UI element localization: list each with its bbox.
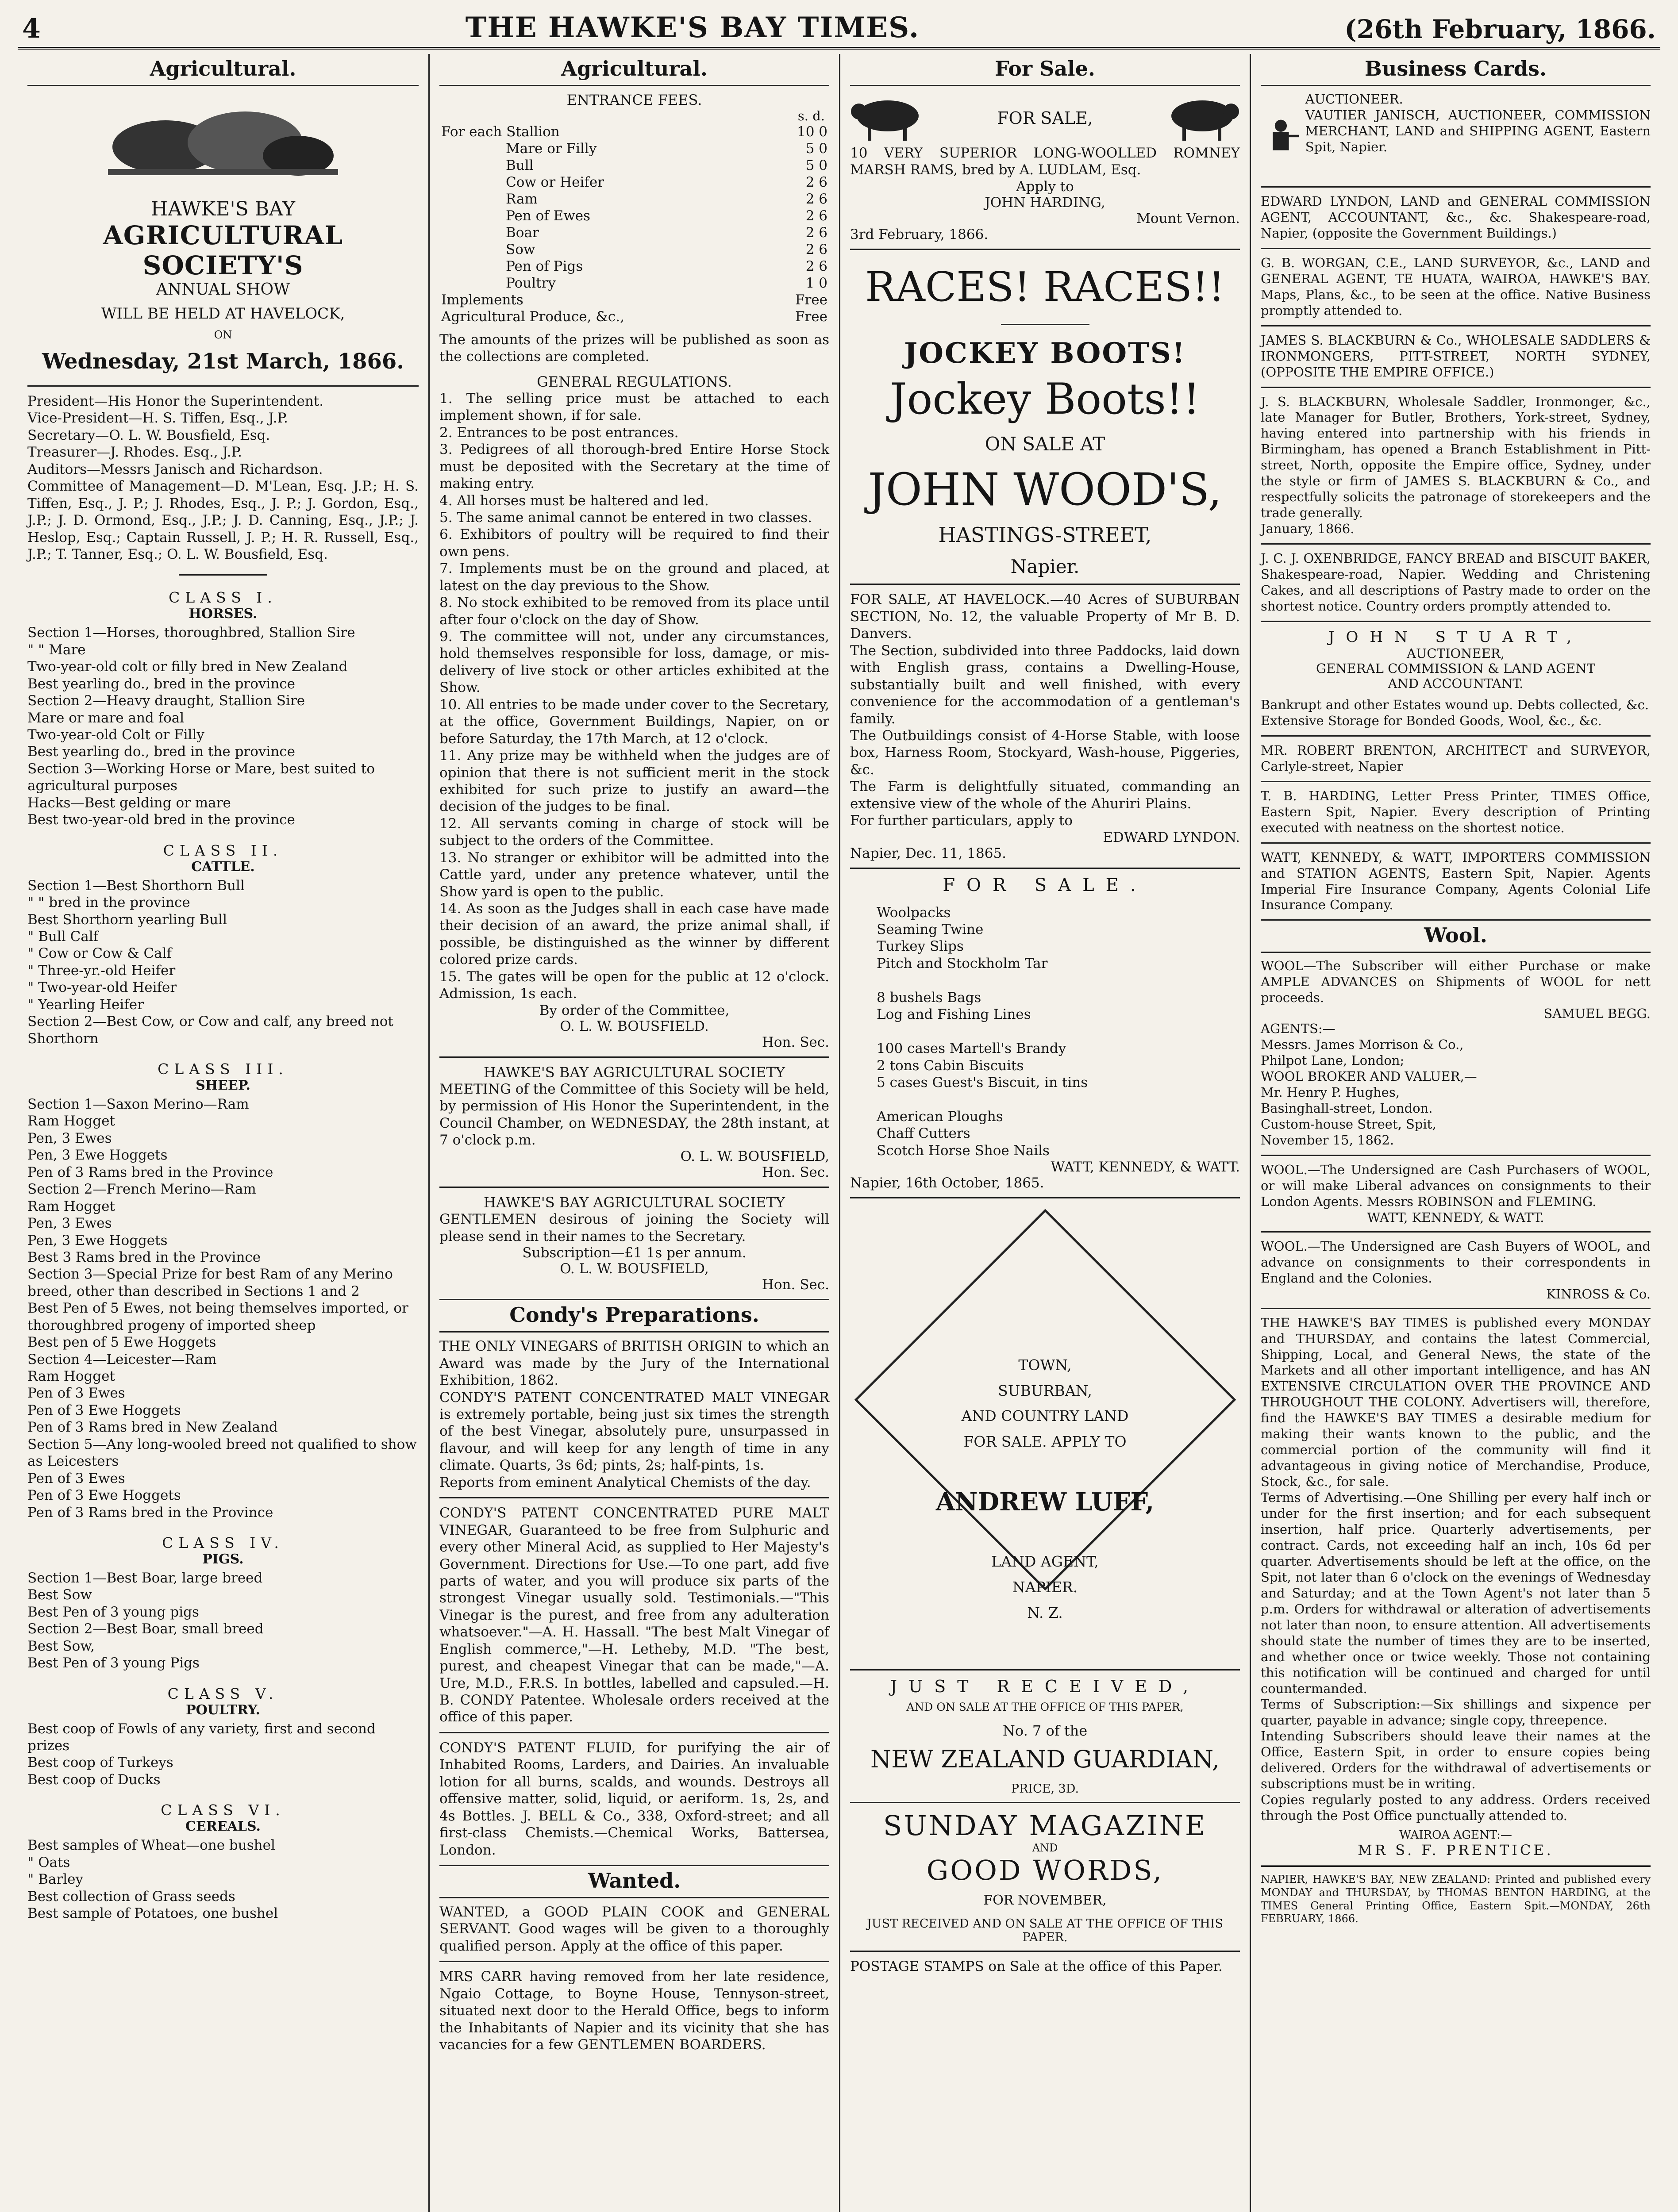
membership-title: HAWKE'S BAY AGRICULTURAL SOCIETY <box>484 1194 785 1211</box>
fees-title: ENTRANCE FEES. <box>566 92 702 108</box>
nz-guardian: NEW ZEALAND GUARDIAN, <box>870 1745 1220 1774</box>
for-sale-heading: FOR SALE. <box>943 875 1147 895</box>
number-seven: No. 7 of the <box>1002 1722 1088 1740</box>
class-3-title: CLASS III. <box>158 1060 289 1078</box>
fee-item: Bull <box>506 157 534 173</box>
columns <box>18 54 1660 2212</box>
class-6-body: Best samples of Wheat—one bushel " Oats " Barley Best collection of Grass seeds Best sample of Potatoes, one bushel <box>27 1837 278 1922</box>
class-1-subtitle: HORSES. <box>189 606 258 622</box>
society-name-2: AGRICULTURAL SOCIETY'S <box>103 220 343 280</box>
john-wood: JOHN WOOD'S, <box>868 464 1222 516</box>
fee-row <box>439 191 829 207</box>
society-name-1: HAWKE'S BAY <box>150 198 296 220</box>
divider <box>1261 325 1651 326</box>
fee-item: Poultry <box>506 275 556 291</box>
fee-item: Cow or Heifer <box>506 174 604 190</box>
hastings-street: HASTINGS-STREET, <box>938 523 1152 547</box>
divider <box>1261 1231 1651 1233</box>
wool-watt-sign: WATT, KENNEDY, & WATT. <box>1367 1210 1544 1225</box>
divider <box>850 249 1240 250</box>
divider <box>1261 186 1651 188</box>
divider <box>1261 387 1651 388</box>
fee-row <box>439 123 829 140</box>
fee-value: 2 6 <box>805 242 827 257</box>
fee-value: 1 0 <box>805 275 827 291</box>
times-terms: THE HAWKE'S BAY TIMES is published every MONDAY and THURSDAY, and contains the latest Commercial, Shipping, Local, and General News, the state of the Markets and all other important intelligence, and has AN EXTENSIVE CIRCULATION OVER THE PROVINCE AND THROUGHOUT THE COLONY. Advertisers will, therefore, find the HAWKE'S BAY TIMES a desirable medium for making their wants known to the public, and the commercial portion of the community will find it advantageous in giving notice of Merchandise, Produce, Stock, &c., for sale. Terms of Advertising.—One Shilling per every half inch or under for the first insertion; and for each subsequent insertion, half price. Quarterly advertisements, per contract. Cards, not exceeding half an inch, 10s 6d per quarter. Advertisements should be left at the office, on the Spit, not later than 6 o'clock on the evenings of Wednesday and Saturday; and at the Town Agent's not later than 5 p.m. Orders for withdrawal or alteration of advertisements not later than noon, to ensure attention. All advertisements should state the number of times they are to be inserted, and whether once or twice weekly. Those not containing this notification will be continued and charged for until countermanded. Terms of Subscription:—Six shillings and sixpence per quarter, payable in advance; single copy, threepence. Intending Subscribers should leave their names at the Office, Eastern Spit, in order to ensure copies being delivered. Orders for the withdrawal of advertisements or subscriptions must be in writing. Copies regularly posted to any address. Orders received through the Post Office punctually attended to. <box>1261 1315 1651 1824</box>
fee-value: 5 0 <box>805 157 827 173</box>
wool-kinross-sign: KINROSS & Co. <box>1546 1286 1651 1302</box>
fee-value: 5 0 <box>805 141 827 157</box>
and-label: AND <box>1032 1842 1058 1855</box>
regulations-sign-1: By order of the Committee, <box>539 1002 730 1018</box>
jockey-heading-1: JOCKEY BOOTS! <box>904 336 1186 370</box>
fees-table <box>439 123 829 325</box>
page-number: 4 <box>22 13 41 44</box>
class-3-body: Section 1—Saxon Merino—Ram Ram Hogget Pen, 3 Ewes Pen, 3 Ewe Hoggets Pen of 3 Rams bred in the Province Section 2—French Merino—Ram Ram Hogget Pen, 3 Ewes Pen, 3 Ewe Hoggets Best 3 Rams bred in the Province Section 3—Special Prize for best Ram of any Merino breed, other than described in Sections 1 and 2 Best Pen of 5 Ewes, not being themselves imported, or thoroughbred progeny of imported sheep Best pen of 5 Ewe Hoggets Section 4—Leicester—Ram Ram Hogget Pen of 3 Ewes Pen of 3 Ewe Hoggets Pen of 3 Rams bred in New Zealand Section 5—Any long-wooled breed not qualified to show as Leicesters Pen of 3 Ewes Pen of 3 Ewe Hoggets Pen of 3 Rams bred in the Province <box>27 1096 417 1521</box>
fee-item: Pen of Pigs <box>506 258 583 274</box>
column-for-sale <box>839 54 1250 2212</box>
divider <box>439 1056 829 1058</box>
condy-header: Condy's Preparations. <box>439 1299 829 1333</box>
divider <box>1261 842 1651 844</box>
column-header: Agricultural. <box>27 54 419 86</box>
harding-card: T. B. HARDING, Letter Press Printer, TIMES Office, Eastern Spit, Napier. Every description of Printing executed with neatness on the shortest notice. <box>1261 788 1651 835</box>
class-6-subtitle: CEREALS. <box>185 1819 261 1835</box>
just-received: JUST RECEIVED, <box>890 1677 1200 1697</box>
wool-kinross-ad: WOOL.—The Undersigned are Cash Buyers of WOOL, and advance on consignments to their correspondents in England and the Colonies. <box>1261 1238 1651 1286</box>
fee-value: 2 6 <box>805 258 827 274</box>
class-4-body: Section 1—Best Boar, large breed Best Sow Best Pen of 3 young pigs Section 2—Best Boar, small breed Best Sow, Best Pen of 3 young Pigs <box>27 1570 264 1671</box>
fee-item: Implements <box>441 292 523 308</box>
rams-heading-row <box>850 92 1240 145</box>
rams-date: 3rd February, 1866. <box>850 226 989 242</box>
fee-row <box>439 275 829 292</box>
ram-icon <box>850 94 925 142</box>
auctioneer-figure-icon <box>1261 92 1301 180</box>
fee-item: For each Stallion <box>441 124 560 140</box>
luff-post: LAND AGENT, NAPIER. N. Z. <box>991 1553 1099 1621</box>
fee-row <box>439 174 829 191</box>
havelock-sale-ad: FOR SALE, AT HAVELOCK.—40 Acres of SUBURBAN SECTION, No. 12, the valuable Property of Mr B. D. Danvers. The Section, subdivided into three Paddocks, laid down with English grass, contains a Dwelling-House, substantially built and well finished, with every convenience for the accommodation of a gentleman's family. The Outbuildings consist of 4-Horse Stable, with loose box, Harness Room, Stockyard, Wash-house, Piggeries, &c. The Farm is delightfully situated, commanding an extensive view of the whole of the Ahuriri Plains. For further particulars, apply to <box>850 591 1240 829</box>
napier: Napier. <box>1010 556 1080 578</box>
fee-value: 10 0 <box>797 124 827 140</box>
class-2-subtitle: CATTLE. <box>191 859 255 875</box>
divider <box>850 1802 1240 1803</box>
class-5-title: CLASS V. <box>167 1685 279 1702</box>
luff-name: ANDREW LUFF, <box>935 1487 1155 1517</box>
divider <box>1001 324 1089 325</box>
just-received-sub: AND ON SALE AT THE OFFICE OF THIS PAPER, <box>906 1701 1184 1714</box>
fee-value: Free <box>795 309 827 325</box>
havelock-date: Napier, Dec. 11, 1865. <box>850 845 1007 861</box>
show-date: Wednesday, 21st March, 1866. <box>42 349 404 374</box>
stuart-name: JOHN STUART, <box>1328 628 1583 646</box>
guardian-price: PRICE, 3D. <box>1011 1782 1079 1796</box>
wool-begg-ad: WOOL—The Subscriber will either Purchase or make AMPLE ADVANCES on Shipments of WOOL for nett proceeds. <box>1261 958 1651 1006</box>
fee-row <box>439 241 829 258</box>
fee-value: 2 6 <box>805 191 827 207</box>
luff-pre: TOWN, SUBURBAN, AND COUNTRY LAND FOR SALE. APPLY TO <box>961 1356 1129 1451</box>
fee-item: Ram <box>506 191 538 207</box>
fee-item: Mare or Filly <box>506 141 597 157</box>
on-label: ON <box>214 329 232 341</box>
boarders-ad: MRS CARR having removed from her late residence, Ngaio Cottage, to Boyne House, Tennyson-street, situated next door to the Herald Office, begs to inform the Inhabitants of Napier and its vicinity that she has vacancies for a few GENTLEMEN BOARDERS. <box>439 1969 829 2053</box>
on-sale-at: ON SALE AT <box>985 433 1105 455</box>
fees-note: The amounts of the prizes will be published as soon as the collections are completed. <box>439 332 829 365</box>
blackburn-notice: J. S. BLACKBURN, Wholesale Saddler, Ironmonger, &c., late Manager for Butler, Brothers, York-street, Sydney, having entered into partnership with his friends in Birmingham, has opened a Branch Establishment in Pitt-street, North, opposite the Empire office, Sydney, under the style or firm of JAMES S. BLACKBURN & Co., and respectfully solicits the patronage of storekeepers and the trade generally. January, 1866. <box>1261 394 1651 537</box>
wool-begg-sign: SAMUEL BEGG. <box>1543 1006 1651 1022</box>
havelock-sign: EDWARD LYNDON. <box>1103 829 1240 845</box>
regulations-sign-2: O. L. W. BOUSFIELD. <box>560 1018 709 1034</box>
sale-heading: FOR SALE, <box>997 108 1093 128</box>
class-5-subtitle: POULTRY. <box>186 1702 260 1718</box>
auctioneer-ad: AUCTIONEER. VAUTIER JANISCH, AUCTIONEER, COMMISSION MERCHANT, LAND and SHIPPING AGENT, Eastern Spit, Napier. <box>1305 92 1651 154</box>
fee-value: 2 6 <box>805 174 827 190</box>
meeting-title: HAWKE'S BAY AGRICULTURAL SOCIETY <box>484 1064 785 1081</box>
livestock-illustration <box>27 92 419 189</box>
livestock-icon <box>99 94 347 187</box>
regulations-body: 1. The selling price must be attached to each implement shown, if for sale. 2. Entrances to be post entrances. 3. Pedigrees of all thorough-bred Entire Horse Stock must be deposited with the Secretary at the time of making entry. 4. All horses must be haltered and led. 5. The same animal cannot be entered in two classes. 6. Exhibitors of poultry will be required to find their own pens. 7. Implements must be on the ground and placed, at latest on the day previous to the Show. 8. No stock exhibited to be removed from its place until after four o'clock on the day of Show. 9. The committee will not, under any circumstances, hold themselves responsible for loss, damage, or mis-delivery of live stock or other articles exhibited at the Show. 10. All entries to be made under cover to the Secretary, at the office, Government Buildings, Napier, on or before Saturday, the 17th March, at 12 o'clock. 11. Any prize may be withheld when the judges are of opinion that there is not sufficient merit in the stock exhibited for such prize to justify an award—the decision of the judges to be final. 12. All servants coming in charge of stock will be subject to the orders of the Committee. 13. No stranger or exhibitor will be admitted into the Cattle yard, under any pretence whatever, until the Show yard is open to the public. 14. As soon as the Judges shall in each case have made their decision of an award, the prize animal shall, if possible, be distinguished as the winner by different colored prize cards. 15. The gates will be open for the public at 12 o'clock. Admission, 1s each. <box>439 390 829 1002</box>
imprint: NAPIER, HAWKE'S BAY, NEW ZEALAND: Printed and published every MONDAY and THURSDAY, by THOMAS BENTON HARDING, at the TIMES General Printing Office, Eastern Spit.—MONDAY, 26th FEBRUARY, 1866. <box>1261 1873 1651 1925</box>
membership-body: GENTLEMEN desirous of joining the Society will please send in their names to the Secretary. <box>439 1211 829 1244</box>
rams-place: Mount Vernon. <box>1136 210 1240 227</box>
fee-value: 2 6 <box>805 208 827 224</box>
for-november: FOR NOVEMBER, <box>983 1893 1107 1909</box>
divider <box>850 1669 1240 1671</box>
class-1-body: Section 1—Horses, thoroughbred, Stallion Sire " " Mare Two-year-old colt or filly bred in New Zealand Best yearling do., bred in the province Section 2—Heavy draught, Stallion Sire Mare or mare and foal Two-year-old Colt or Filly Best yearling do., bred in the province Section 3—Working Horse or Mare, best suited to agricultural purposes Hacks—Best gelding or mare Best two-year-old bred in the province <box>27 625 375 828</box>
goods-list: Woolpacks Seaming Twine Turkey Slips Pitch and Stockholm Tar 8 bushels Bags Log and Fishing Lines 100 cases Martell's Brandy 2 tons Cabin Biscuits 5 cases Guest's Biscuit, in tins American Ploughs Chaff Cutters Scotch Horse Shoe Nails <box>877 904 1088 1159</box>
good-words: GOOD WORDS, <box>926 1854 1164 1887</box>
class-2-body: Section 1—Best Shorthorn Bull " " bred in the province Best Shorthorn yearling Bull " Bull Calf " Cow or Cow & Calf " Three-yr.-old Heifer " Two-year-old Heifer " Yearling Heifer Section 2—Best Cow, or Cow and calf, any breed not Shorthorn <box>27 877 393 1047</box>
worgan-card: G. B. WORGAN, C.E., LAND SURVEYOR, &c., LAND and GENERAL AGENT, TE HUATA, WAIROA, HAWKE'S BAY. Maps, Plans, &c., to be seen at the office. Native Business promptly attended to. <box>1261 255 1651 318</box>
column-business-cards <box>1250 54 1660 2212</box>
fee-row <box>439 207 829 224</box>
fee-row <box>439 140 829 157</box>
class-5-body: Best coop of Fowls of any variety, first and second prizes Best coop of Turkeys Best coop of Ducks <box>27 1720 376 1788</box>
postage-stamps-ad: POSTAGE STAMPS on Sale at the office of this Paper. <box>850 1959 1223 1975</box>
membership-sign-1: O. L. W. BOUSFIELD, <box>560 1261 709 1277</box>
meeting-sign-1: O. L. W. BOUSFIELD, <box>680 1148 829 1165</box>
rams-name: JOHN HARDING, <box>985 194 1105 211</box>
divider <box>1261 543 1651 545</box>
membership-subscription: Subscription—£1 1s per annum. <box>522 1245 747 1261</box>
officers: President—His Honor the Superintendent. Vice-President—H. S. Tiffen, Esq., J.P. Secretary—O. L. W. Bousfield, Esq. Treasurer—J. Rhodes. Esq., J.P. Auditors—Messrs Janisch and Richardson. Committee of Management—D. M'Lean, Esq. J.P.; H. S. Tiffen, Esq., J. P.; J. Rhodes, Esq., J. P.; J. Gordon, Esq., J.P.; J. D. Ormond, Esq., J.P.; J. D. Canning, Esq., J.P.; J. Heslop, Esq.; Captain Russell, J. P.; H. R. Russell, Esq., J.P.; T. Tanner, Esq.; O. L. W. Bousfield, Esq. <box>27 393 419 562</box>
ram-icon <box>1165 94 1240 142</box>
divider <box>1261 621 1651 622</box>
regulations-sign-3: Hon. Sec. <box>762 1034 829 1050</box>
wanted-cook-ad: WANTED, a GOOD PLAIN COOK and GENERAL SERVANT. Good wages will be given to a thoroughly qualified person. Apply at the office of this paper. <box>439 1904 829 1954</box>
regulations-title: GENERAL REGULATIONS. <box>537 373 732 390</box>
divider <box>850 868 1240 869</box>
fee-row <box>439 157 829 174</box>
class-2-title: CLASS II. <box>163 841 283 859</box>
luff-land-ad <box>850 1265 1240 1663</box>
column-agricultural-2 <box>428 54 839 2212</box>
class-6-title: CLASS VI. <box>161 1801 285 1819</box>
divider <box>1261 1865 1651 1867</box>
divider <box>1261 1308 1651 1309</box>
luff-text <box>850 1327 1240 1651</box>
fee-row <box>439 292 829 308</box>
divider <box>850 1951 1240 1952</box>
divider <box>850 584 1240 585</box>
masthead <box>18 9 1660 50</box>
annual-show: ANNUAL SHOW <box>156 280 290 299</box>
divider <box>27 385 419 387</box>
newspaper-title: THE HAWKE'S BAY TIMES. <box>465 11 920 44</box>
fee-row <box>439 224 829 241</box>
divider <box>1261 1155 1651 1156</box>
goods-date: Napier, 16th October, 1865. <box>850 1175 1044 1191</box>
membership-sign-2: Hon. Sec. <box>762 1277 829 1293</box>
lyndon-card: EDWARD LYNDON, LAND and GENERAL COMMISSION AGENT, ACCOUNTANT, &c., &c. Shakespeare-road, Napier, (opposite the Government Buildings.) <box>1261 194 1651 241</box>
watt-card: WATT, KENNEDY, & WATT, IMPORTERS COMMISSION and STATION AGENTS, Eastern Spit, Napier. Agents Imperial Fire Insurance Company, Agents Colonial Life Insurance Company. <box>1261 849 1651 913</box>
fee-item: Boar <box>506 225 539 241</box>
fee-item: Pen of Ewes <box>506 208 591 224</box>
condy-malt-ad: CONDY'S PATENT CONCENTRATED PURE MALT VINEGAR, Guaranteed to be free from Sulphuric and every other Mineral Acid, as supplied to Her Majesty's Government. Directions for Use.—To one part, add five parts of water, and you will produce six parts of the strongest Vinegar usually sold. Testimonials.—"This Vinegar is the purest, and free from any adulteration whatsoever."—A. H. Hassall. "The best Malt Vinegar of English commerce,"—H. Letheby, M.D. "The best, purest, and cheapest Vinegar that can be made,"—A. Ure, M.D., F.R.S. In bottles, labelled and capsuled.—H. B. CONDY Patentee. Wholesale orders received at the office of this paper. <box>439 1505 829 1725</box>
issue-date: (26th February, 1866. <box>1344 14 1656 44</box>
stuart-body: Bankrupt and other Estates wound up. Debts collected, &c. Extensive Storage for Bonded Goods, Wool, &c., &c. <box>1261 697 1649 728</box>
auctioneer-card <box>1261 92 1651 180</box>
meeting-sign-2: Hon. Sec. <box>762 1164 829 1181</box>
wool-header: Wool. <box>1261 919 1651 953</box>
wool-watt-ad: WOOL.—The Undersigned are Cash Purchasers of WOOL, or will make Liberal advances on consignments to their London Agents. Messrs ROBINSON and FLEMING. <box>1261 1162 1651 1209</box>
divider <box>850 1197 1240 1198</box>
fee-row <box>439 308 829 325</box>
wool-begg-agents: AGENTS:— Messrs. James Morrison & Co., Philpot Lane, London; WOOL BROKER AND VALUER,— Mr. Henry P. Hughes, Basinghall-street, London. Custom-house Street, Spit, November 15, 1862. <box>1261 1021 1477 1148</box>
column-header: For Sale. <box>850 54 1240 86</box>
jockey-heading-2: Jockey Boots!! <box>890 374 1200 424</box>
condy-fluid-ad: CONDY'S PATENT FLUID, for purifying the air of Inhabited Rooms, Larders, and Dairies. An invaluable lotion for all burns, scalds, and wounds. Destroys all offensive matter, solid, liquid, or aeriform. 1s, 2s, and 4s Bottles. J. BELL & Co., 338, Oxford-street; and all first-class Chemists.—Chemical Works, Battersea, London. <box>439 1740 829 1858</box>
column-header: Business Cards. <box>1261 54 1651 86</box>
divider <box>1261 781 1651 782</box>
stuart-title: AUCTIONEER, GENERAL COMMISSION & LAND AGENT AND ACCOUNTANT. <box>1316 645 1596 691</box>
fee-item: Sow <box>506 242 535 257</box>
rams-ad: 10 VERY SUPERIOR LONG-WOOLLED ROMNEY MARSH RAMS, bred by A. LUDLAM, Esq. <box>850 145 1240 178</box>
brenton-card: MR. ROBERT BRENTON, ARCHITECT and SURVEYOR, Carlyle-street, Napier <box>1261 742 1651 774</box>
divider <box>439 1732 829 1733</box>
divider <box>1261 735 1651 737</box>
divider <box>439 1187 829 1188</box>
fees-units: s. d. <box>797 108 825 123</box>
condy-vinegar-ad: THE ONLY VINEGARS of BRITISH ORIGIN to which an Award was made by the Jury of the International Exhibition, 1862. CONDY'S PATENT CONCENTRATED MALT VINEGAR is extremely portable, being just six times the strength of the best Vinegar, absolutely pure, unsurpassed in flavour, and will keep for any length of time in any climate. Quarts, 3s 6d; pints, 2s; half-pints, 1s. Reports from eminent Analytical Chemists of the day. <box>439 1338 829 1490</box>
fee-value: 2 6 <box>805 225 827 241</box>
oxenbridge-card: J. C. J. OXENBRIDGE, FANCY BREAD and BISCUIT BAKER, Shakespeare-road, Napier. Wedding and Christening Cakes, and all descriptions of Pastry made to order on the shortest notice. Country orders promptly attended to. <box>1261 551 1651 614</box>
column-header: Agricultural. <box>439 54 829 86</box>
class-3-subtitle: SHEEP. <box>196 1078 250 1093</box>
races-heading: RACES! RACES!! <box>865 263 1225 311</box>
wairoa-agent-name: MR S. F. PRENTICE. <box>1358 1842 1554 1859</box>
rams-apply: Apply to <box>1016 178 1074 195</box>
wanted-header: Wanted. <box>439 1865 829 1898</box>
divider <box>439 1961 829 1962</box>
class-1-title: CLASS I. <box>169 589 277 607</box>
blackburn-card: JAMES S. BLACKBURN & Co., WHOLESALE SADDLERS & IRONMONGERS, PITT-STREET, NORTH SYDNEY, (OPPOSITE THE EMPIRE OFFICE.) <box>1261 332 1651 380</box>
meeting-body: MEETING of the Committee of this Society will be held, by permission of His Honor the Superintendent, in the Council Chamber, on WEDNESDAY, the 28th instant, at 7 o'clock p.m. <box>439 1081 829 1148</box>
goods-sign: WATT, KENNEDY, & WATT. <box>1051 1159 1240 1175</box>
class-4-title: CLASS IV. <box>162 1534 284 1551</box>
wairoa-agent-label: WAIROA AGENT:— <box>1399 1828 1512 1842</box>
fee-value: Free <box>795 292 827 308</box>
divider <box>439 1497 829 1498</box>
fee-row <box>439 258 829 275</box>
held-at: WILL BE HELD AT HAVELOCK, <box>101 305 345 323</box>
divider <box>179 574 267 576</box>
sunday-magazine: SUNDAY MAGAZINE <box>883 1809 1207 1842</box>
divider <box>1261 248 1651 249</box>
just-received-2: JUST RECEIVED AND ON SALE AT THE OFFICE OF THIS PAPER. <box>867 1917 1223 1945</box>
column-agricultural-1 <box>18 54 428 2212</box>
fee-item: Agricultural Produce, &c., <box>441 309 624 325</box>
class-4-subtitle: PIGS. <box>202 1551 244 1567</box>
